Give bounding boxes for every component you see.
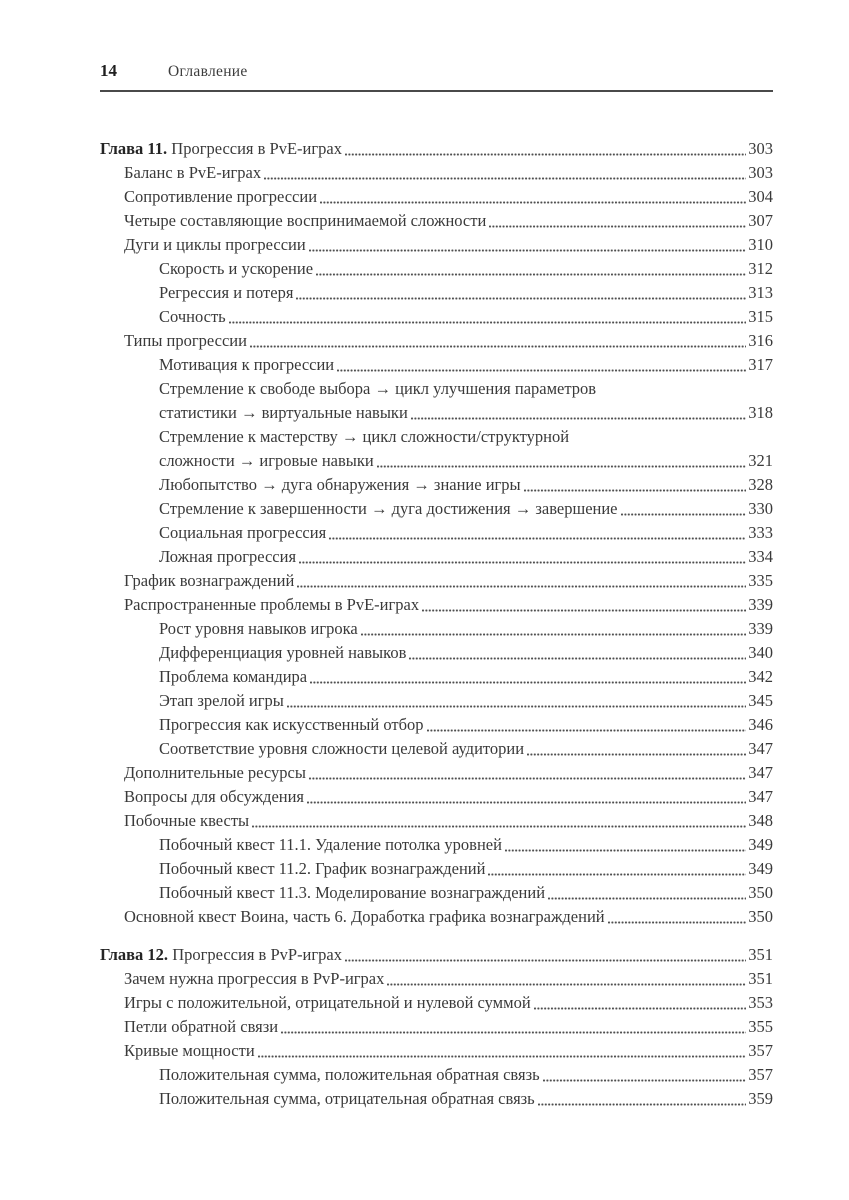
entry-title: Положительная сумма, отрицательная обратная связь [159,1089,535,1108]
dot-leader [316,273,746,276]
dot-leader [307,801,746,804]
toc-entry-line [100,497,773,521]
toc-entry [100,1087,773,1111]
entry-title: Соответствие уровня сложности целевой аудитории [159,739,525,758]
entry-title: Рост уровня навыков игрока [159,619,358,638]
toc-entry-line [100,545,773,569]
dot-leader [345,959,746,962]
toc-entry [100,329,773,353]
entry-page-number: 357 [748,1041,773,1060]
toc-entry [100,761,773,785]
toc-entry [100,991,773,1015]
toc-entry [100,473,773,497]
entry-page-number: 312 [748,259,773,278]
toc-entry-line [100,641,773,665]
entry-title: Прогрессия как искусственный отбор [159,715,424,734]
dot-leader [505,849,746,852]
toc-entry [100,497,773,521]
entry-title: Четыре составляющие воспринимаемой сложности [124,211,487,230]
toc-entry-line [100,281,773,305]
toc-entry-line [100,881,773,905]
toc-entry [100,377,773,425]
entry-page-number: 315 [748,307,773,326]
toc-entry [100,161,773,185]
entry-page-number: 339 [748,619,773,638]
entry-title: Кривые мощности [124,1041,255,1060]
toc-entry-line [100,689,773,713]
entry-title: Дифференциация уровней навыков [159,643,407,662]
toc-entry [100,521,773,545]
toc-entry [100,545,773,569]
entry-page-number: 328 [748,475,773,494]
entry-page-number: 330 [748,499,773,518]
toc-entry-line [100,137,773,161]
entry-title: Дуги и циклы прогрессии [124,235,306,254]
dot-leader [427,729,747,732]
toc-entry-line [100,353,773,377]
entry-title: Положительная сумма, положительная обратная связь [159,1065,540,1084]
entry-title: Скорость и ускорение [159,259,314,278]
toc-entry [100,305,773,329]
dot-leader [281,1031,746,1034]
toc-entry [100,641,773,665]
toc-entry-line-continuation [100,449,773,473]
entry-title: Типы прогрессии [124,331,247,350]
toc-entry [100,737,773,761]
toc-entry-line [100,761,773,785]
entry-page-number: 317 [748,355,773,374]
toc-entry [100,857,773,881]
toc-entry-line [100,857,773,881]
toc-entry [100,281,773,305]
entry-page-number: 304 [748,187,773,206]
entry-title: Этап зрелой игры [159,691,284,710]
dot-leader [287,705,746,708]
dot-leader [309,249,747,252]
entry-page-number: 303 [748,139,773,158]
entry-title: Побочный квест 11.2. График вознаграждений [159,859,486,878]
entry-page-number: 351 [748,945,773,964]
dot-leader [538,1103,747,1106]
entry-title: Сочность [159,307,226,326]
toc-entry [100,209,773,233]
entry-title: Стремление к свободе выбора → цикл улучшения параметров [159,379,597,398]
entry-page-number: 351 [748,969,773,988]
toc-entry [100,809,773,833]
entry-page-number: 321 [748,451,773,470]
dot-leader [534,1007,747,1010]
entry-page-number: 339 [748,595,773,614]
entry-page-number: 334 [748,547,773,566]
toc-chapter-entry [100,943,773,967]
toc-entry-line [100,377,773,401]
toc-entry-line [100,943,773,967]
toc-entry [100,833,773,857]
toc-entry-line [100,233,773,257]
toc-entry-line [100,257,773,281]
dot-leader [252,825,746,828]
entry-page-number: 350 [748,907,773,926]
toc-entry [100,233,773,257]
toc-entry-line [100,185,773,209]
toc-chapter-entry [100,137,773,161]
entry-page-number: 350 [748,883,773,902]
toc-entry [100,881,773,905]
dot-leader [345,153,746,156]
dot-leader [411,417,746,420]
dot-leader [548,897,746,900]
toc-entry [100,665,773,689]
entry-page-number: 355 [748,1017,773,1036]
entry-title: Проблема командира [159,667,308,686]
toc-entry-line [100,425,773,449]
toc-entry-line [100,665,773,689]
entry-page-number: 310 [748,235,773,254]
toc-entry-line [100,161,773,185]
entry-title: Дополнительные ресурсы [124,763,306,782]
toc-entry-line [100,713,773,737]
entry-page-number: 335 [748,571,773,590]
entry-page-number: 346 [748,715,773,734]
toc-entry-line [100,967,773,991]
dot-leader [258,1055,747,1058]
toc-entry [100,689,773,713]
dot-leader [488,873,746,876]
toc-entry-line [100,305,773,329]
chapter-prefix: Глава 11. [100,139,172,158]
entry-title: Ложная прогрессия [159,547,297,566]
toc-entry-line [100,329,773,353]
toc-entry-line [100,809,773,833]
entry-page-number: 349 [748,859,773,878]
entry-title: Вопросы для обсуждения [124,787,305,806]
dot-leader [621,513,747,516]
toc-entry [100,569,773,593]
dot-leader [422,609,746,612]
entry-title: Побочные квесты [124,811,250,830]
entry-title: Петли обратной связи [124,1017,279,1036]
running-head [100,61,773,92]
toc-entry-line-continuation [100,401,773,425]
toc-entry [100,1063,773,1087]
entry-page-number: 307 [748,211,773,230]
toc-entry-line [100,905,773,929]
toc-entry-line [100,1063,773,1087]
table-of-contents [100,137,773,1111]
entry-title: Глава 12. Прогрессия в PvP-играх [100,945,342,964]
folio-page-number: 14 [100,61,117,80]
running-head-title: Оглавление [168,63,248,80]
entry-title-continuation: сложности → игровые навыки [159,451,374,470]
toc-entry [100,353,773,377]
toc-entry [100,185,773,209]
entry-title: Регрессия и потеря [159,283,294,302]
entry-title: Глава 11. Прогрессия в PvE-играх [100,139,342,158]
dot-leader [608,921,747,924]
dot-leader [377,465,747,468]
toc-entry-line [100,1039,773,1063]
toc-entry [100,257,773,281]
toc-entry [100,905,773,929]
toc-entry-line [100,617,773,641]
dot-leader [309,777,746,780]
toc-entry-line [100,1087,773,1111]
toc-entry-line [100,209,773,233]
entry-page-number: 349 [748,835,773,854]
chapter-prefix: Глава 12. [100,945,173,964]
toc-entry [100,967,773,991]
toc-entry-line [100,521,773,545]
toc-entry [100,617,773,641]
entry-title: Побочный квест 11.3. Моделирование вознаграждений [159,883,546,902]
entry-page-number: 345 [748,691,773,710]
dot-leader [527,753,746,756]
entry-title: Зачем нужна прогрессия в PvP-играх [124,969,385,988]
toc-entry-line [100,473,773,497]
dot-leader [264,177,746,180]
toc-entry [100,785,773,809]
toc-entry-line [100,833,773,857]
toc-entry [100,1015,773,1039]
entry-title: Игры с положительной, отрицательной и нулевой суммой [124,993,531,1012]
entry-title-continuation: статистики → виртуальные навыки [159,403,408,422]
entry-title: Социальная прогрессия [159,523,327,542]
toc-entry-line [100,785,773,809]
entry-page-number: 303 [748,163,773,182]
entry-title: Стремление к завершенности → дуга достижения → завершение [159,499,618,518]
toc-entry-line [100,569,773,593]
dot-leader [387,983,746,986]
toc-entry-line [100,593,773,617]
entry-page-number: 313 [748,283,773,302]
entry-title: Мотивация к прогрессии [159,355,335,374]
entry-page-number: 316 [748,331,773,350]
entry-page-number: 342 [748,667,773,686]
dot-leader [409,657,746,660]
dot-leader [489,225,746,228]
toc-entry [100,1039,773,1063]
entry-title: Распространенные проблемы в PvE-играх [124,595,420,614]
dot-leader [229,321,747,324]
entry-page-number: 347 [748,739,773,758]
entry-page-number: 347 [748,787,773,806]
toc-entry-line [100,991,773,1015]
entry-title: График вознаграждений [124,571,295,590]
entry-title: Побочный квест 11.1. Удаление потолка уровней [159,835,502,854]
toc-entry [100,593,773,617]
toc-entry [100,425,773,473]
dot-leader [297,585,746,588]
entry-page-number: 359 [748,1089,773,1108]
entry-page-number: 348 [748,811,773,830]
entry-page-number: 340 [748,643,773,662]
toc-entry [100,713,773,737]
entry-title: Стремление к мастерству → цикл сложности/структурной [159,427,570,446]
dot-leader [524,489,747,492]
entry-title: Баланс в PvE-играх [124,163,262,182]
dot-leader [250,345,746,348]
toc-entry-line [100,1015,773,1039]
toc-entry-line [100,737,773,761]
entry-page-number: 347 [748,763,773,782]
entry-page-number: 333 [748,523,773,542]
dot-leader [320,201,746,204]
entry-title: Основной квест Воина, часть 6. Доработка графика вознаграждений [124,907,605,926]
dot-leader [543,1079,747,1082]
dot-leader [361,633,747,636]
dot-leader [337,369,746,372]
entry-page-number: 318 [748,403,773,422]
entry-title: Сопротивление прогрессии [124,187,318,206]
dot-leader [296,297,746,300]
entry-page-number: 357 [748,1065,773,1084]
dot-leader [310,681,746,684]
dot-leader [299,561,746,564]
entry-title: Любопытство → дуга обнаружения → знание игры [159,475,521,494]
entry-page-number: 353 [748,993,773,1012]
dot-leader [329,537,746,540]
